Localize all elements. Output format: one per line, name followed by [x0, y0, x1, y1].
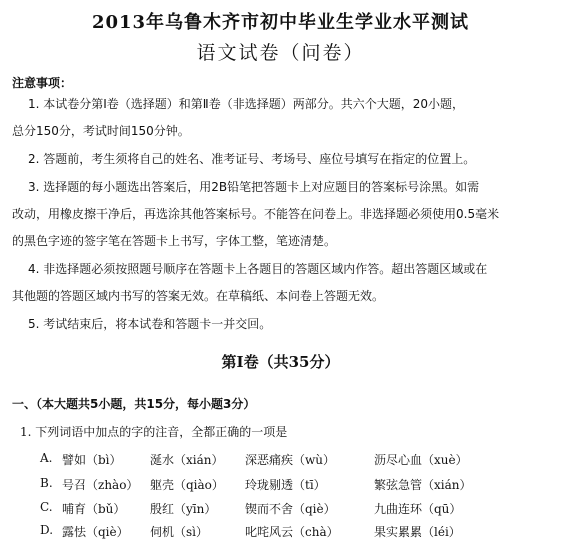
option-item: 露怯（qiè） — [62, 525, 129, 539]
option-row-d — [40, 523, 550, 543]
exam-subtitle: 语文试卷（问卷） — [196, 42, 365, 64]
option-item: 躯壳（qiào） — [150, 478, 224, 492]
note-line: 其他题的答题区域内书写的答案无效。在草稿纸、本问卷上答题无效。 — [12, 289, 385, 303]
option-item: 九曲连环（qū） — [374, 502, 462, 516]
option-row-a — [40, 451, 550, 471]
option-letter: A. — [40, 451, 53, 465]
note-line: 总分150分，考试时间150分钟。 — [12, 124, 190, 138]
option-item: 涎水（xián） — [150, 453, 224, 467]
option-item: 玲珑剔透（tī） — [245, 478, 326, 492]
option-item: 深恶痛疾（wù） — [245, 453, 336, 467]
option-item: 叱咤风云（chà） — [245, 525, 339, 539]
option-row-b — [40, 476, 550, 496]
note-line: 5. 考试结束后，将本试卷和答题卡一并交回。 — [28, 317, 272, 331]
option-item: 哺育（bǔ） — [62, 502, 126, 516]
section-title: 第Ⅰ卷（共35分） — [221, 353, 340, 371]
note-line: 2. 答题前，考生须将自己的姓名、准考证号、考场号、座位号填写在指定的位置上。 — [28, 152, 476, 166]
option-item: 锲而不舍（qiè） — [245, 502, 336, 516]
option-letter: B. — [40, 476, 53, 490]
note-line: 3. 选择题的每小题选出答案后，用2B铅笔把答题卡上对应题目的答案标号涂黑。如需 — [28, 180, 480, 194]
question-stem: 1. 下列词语中加点的字的注音，全都正确的一项是 — [20, 425, 288, 439]
option-letter: D. — [40, 523, 54, 537]
option-item: 伺机（sì） — [150, 525, 208, 539]
note-line: 的黑色字迹的签字笔在答题卡上书写，字体工整，笔迹清楚。 — [12, 234, 337, 248]
option-row-c — [40, 500, 550, 520]
note-line: 4. 非选择题必须按照题号顺序在答题卡上各题目的答题区域内作答。超出答题区域或在 — [28, 262, 488, 276]
option-item: 沥尽心血（xuè） — [374, 453, 468, 467]
option-item: 繁弦急管（xián） — [374, 478, 472, 492]
option-item: 号召（zhào） — [62, 478, 139, 492]
option-letter: C. — [40, 500, 53, 514]
option-item: 殷红（yīn） — [150, 502, 217, 516]
option-item: 譬如（bì） — [62, 453, 122, 467]
part-heading: 一、（本大题共5小题，共15分，每小题3分） — [12, 397, 256, 411]
option-item: 果实累累（léi） — [374, 525, 461, 539]
note-line: 1. 本试卷分第Ⅰ卷（选择题）和第Ⅱ卷（非选择题）两部分。共六个大题，20小题， — [28, 97, 464, 111]
notes-heading: 注意事项： — [12, 76, 73, 90]
note-line: 改动，用橡皮擦干净后，再选涂其他答案标号。不能答在问卷上。非选择题必须使用0.5毫米 — [12, 207, 500, 221]
exam-title: 2013年乌鲁木齐市初中毕业生学业水平测试 — [91, 12, 470, 33]
